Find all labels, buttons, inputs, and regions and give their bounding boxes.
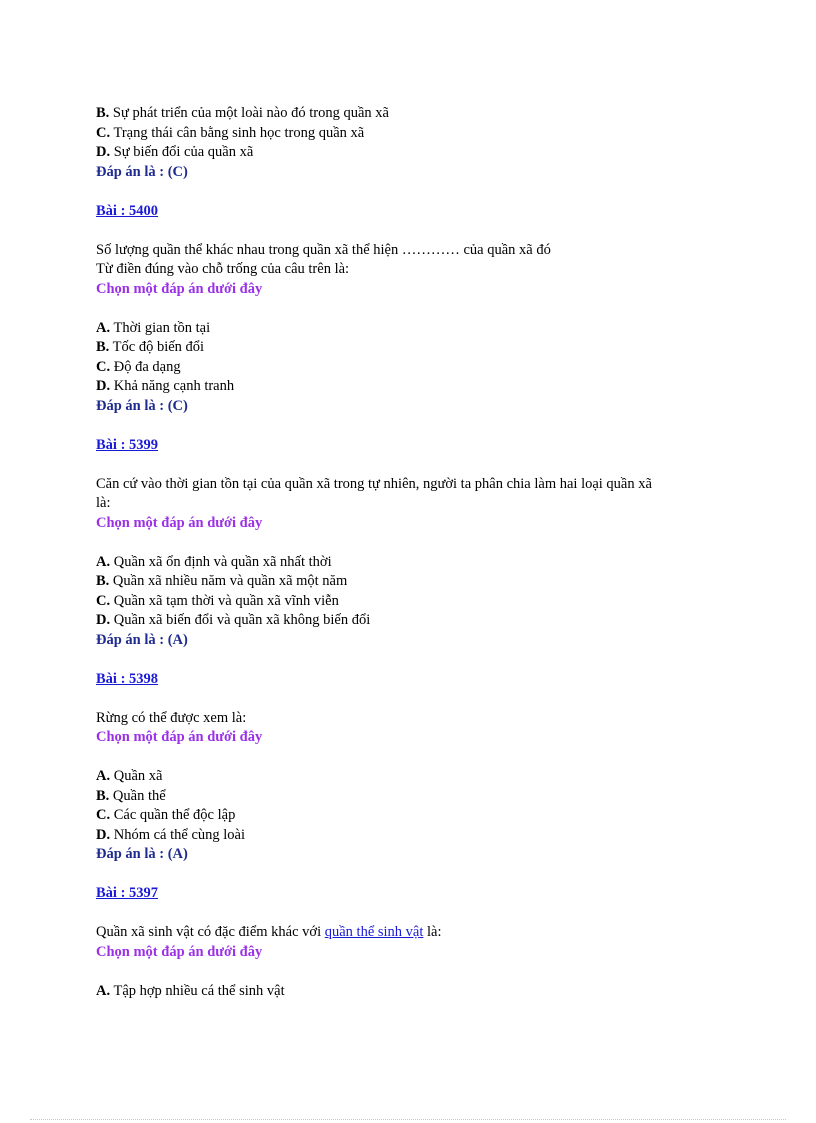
question-text: Căn cứ vào thời gian tồn tại của quần xã trong tự nhiên, người ta phân chia làm hai loại quần xã [96, 475, 652, 492]
question-text [96, 923, 720, 943]
question-title-link[interactable]: Bài : 5400 [96, 202, 159, 219]
question-text: Số lượng quần thể khác nhau trong quần xã thể hiện ………… của quần xã đó [96, 241, 551, 258]
option-letter: D. [96, 826, 111, 843]
option-d [96, 826, 720, 846]
option-text: Quần xã [110, 768, 163, 784]
option-letter: C. [96, 124, 111, 141]
page-bottom-rule [30, 1119, 786, 1120]
question-text: Rừng có thể được xem là: [96, 709, 247, 726]
question-text-pre: Quần xã sinh vật có đặc điểm khác với [96, 924, 325, 940]
question-5397 [96, 884, 720, 1001]
option-letter: C. [96, 592, 111, 609]
option-c [96, 592, 720, 612]
option-d [96, 377, 720, 397]
option-a [96, 553, 720, 573]
option-c [96, 124, 720, 144]
option-text: Tốc độ biến đổi [109, 339, 205, 355]
option-a [96, 767, 720, 787]
option-letter: A. [96, 553, 111, 570]
option-letter: A. [96, 768, 111, 784]
option-text: Trạng thái cân bằng sinh học trong quần xã [110, 124, 365, 141]
option-text: Nhóm cá thể cùng loài [110, 826, 245, 843]
option-letter: B. [96, 573, 110, 589]
question-5398 [96, 670, 720, 865]
option-text: Độ đa dạng [110, 358, 181, 375]
option-d [96, 143, 720, 163]
answer-label: Đáp án là : (C) [96, 397, 188, 414]
choose-prompt: Chọn một đáp án dưới đây [96, 943, 263, 960]
answer-label: Đáp án là : (C) [96, 163, 188, 180]
option-d [96, 611, 720, 631]
option-text: Các quần thể độc lập [110, 807, 236, 823]
option-letter: B. [96, 787, 110, 804]
question-title-link[interactable]: Bài : 5398 [96, 670, 159, 687]
option-letter: A. [96, 319, 111, 336]
question-text: Từ điền đúng vào chỗ trống của câu trên là: [96, 261, 350, 277]
option-b [96, 787, 720, 807]
choose-prompt: Chọn một đáp án dưới đây [96, 280, 263, 297]
choose-prompt: Chọn một đáp án dưới đây [96, 514, 263, 531]
option-a [96, 319, 720, 339]
option-text: Quần thể [109, 787, 166, 804]
option-b [96, 338, 720, 358]
glossary-link[interactable]: quần thể sinh vật [324, 924, 424, 940]
question-continuation [96, 104, 720, 182]
question-5399 [96, 436, 720, 651]
question-5400 [96, 202, 720, 417]
answer-label: Đáp án là : (A) [96, 846, 188, 862]
option-text: Sự biến đổi của quần xã [110, 144, 254, 160]
question-text: là: [96, 495, 111, 511]
option-b [96, 104, 720, 124]
option-text: Sự phát triển của một loài nào đó trong quần xã [109, 105, 389, 121]
question-title-link[interactable]: Bài : 5399 [96, 436, 159, 453]
option-letter: C. [96, 358, 111, 375]
option-text: Thời gian tồn tại [110, 319, 211, 336]
option-letter: B. [96, 339, 110, 355]
option-letter: B. [96, 105, 110, 121]
option-text: Quần xã nhiều năm và quần xã một năm [109, 573, 348, 589]
choose-prompt: Chọn một đáp án dưới đây [96, 729, 263, 745]
option-letter: A. [96, 982, 111, 999]
option-letter: D. [96, 144, 111, 160]
option-text: Tập hợp nhiều cá thể sinh vật [110, 982, 285, 999]
option-a [96, 982, 720, 1002]
option-text: Khả năng cạnh tranh [110, 378, 235, 394]
option-letter: D. [96, 378, 111, 394]
option-text: Quần xã tạm thời và quần xã vĩnh viễn [110, 592, 339, 609]
question-text-post: là: [423, 924, 442, 940]
question-title-link[interactable]: Bài : 5397 [96, 885, 159, 901]
option-b [96, 572, 720, 592]
answer-label: Đáp án là : (A) [96, 631, 188, 648]
option-letter: D. [96, 612, 111, 628]
option-text: Quần xã biến đổi và quần xã không biến đổi [110, 612, 371, 628]
option-c [96, 358, 720, 378]
option-text: Quần xã ổn định và quần xã nhất thời [110, 553, 332, 570]
option-letter: C. [96, 807, 111, 823]
option-c [96, 806, 720, 826]
document-page [96, 104, 720, 1001]
